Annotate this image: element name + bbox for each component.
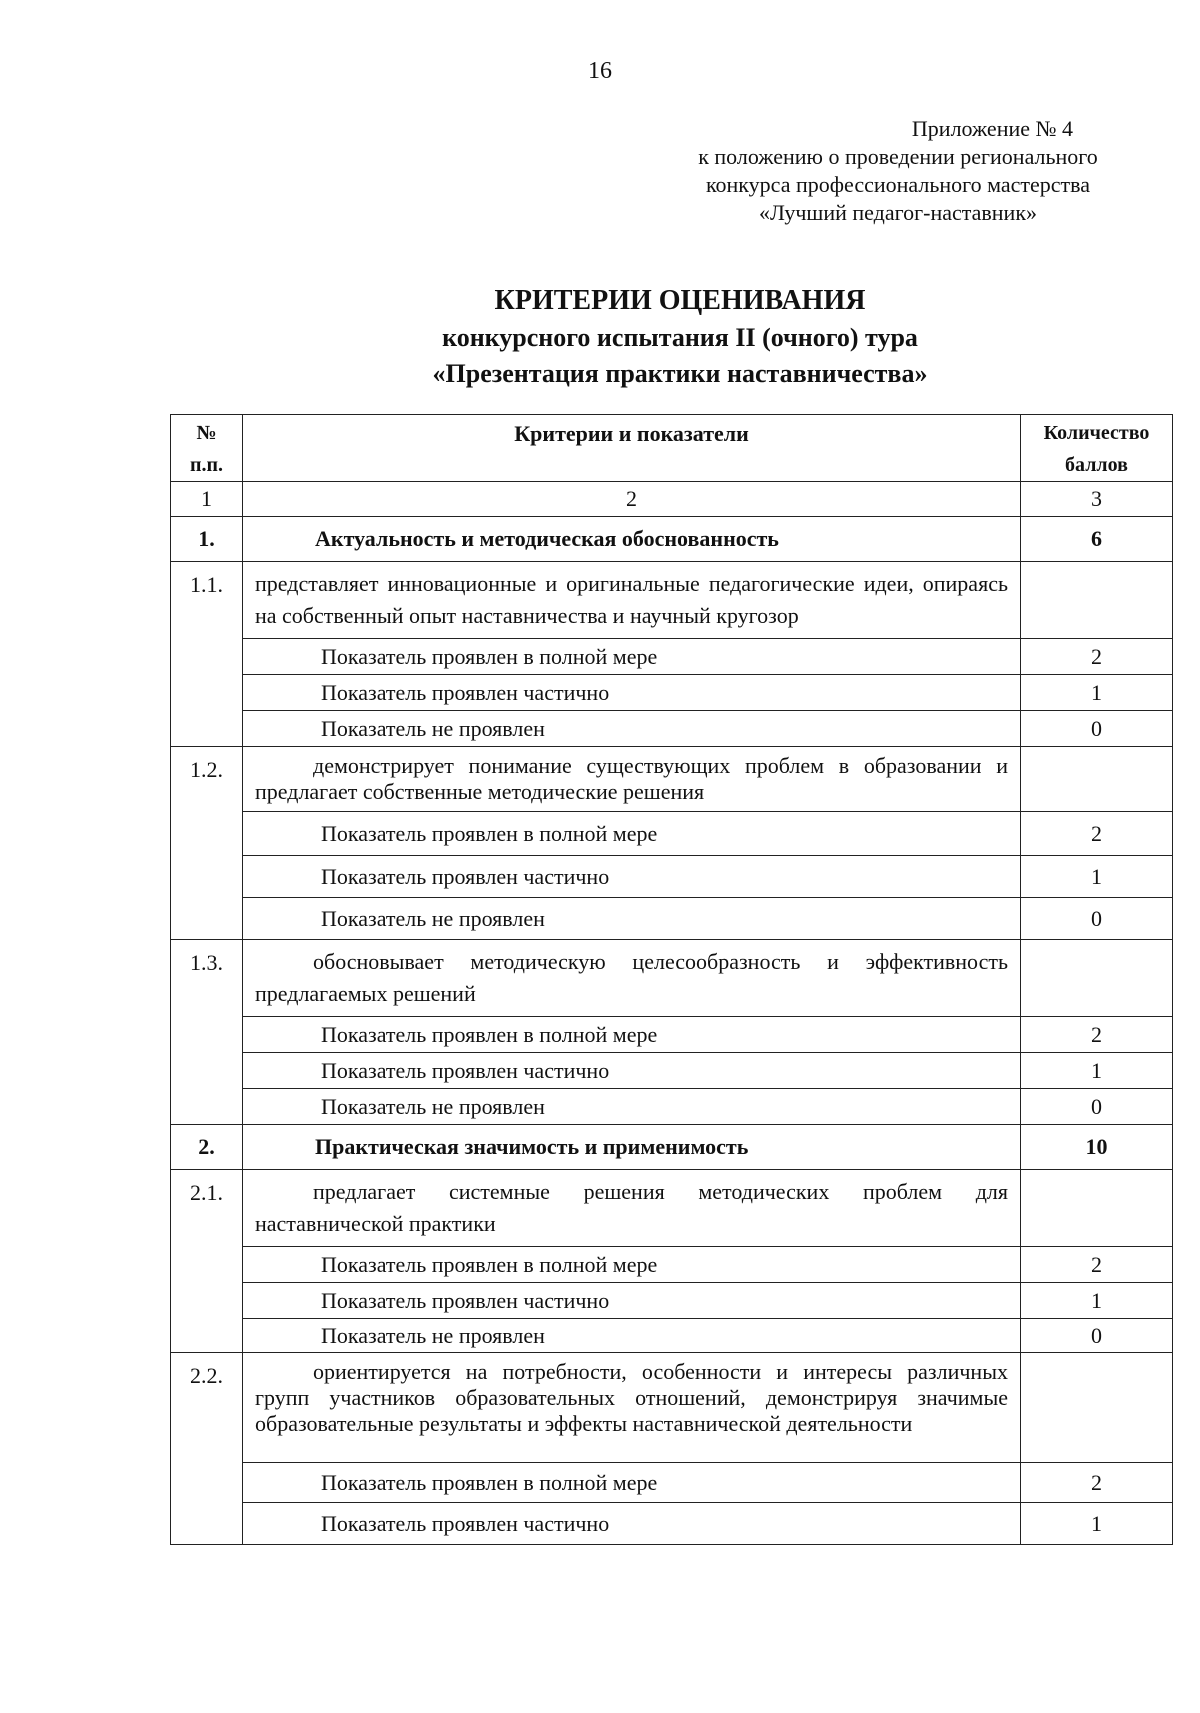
- criterion-description: обосновывает методическую целесообразность и эффективность предлагаемых решений: [243, 940, 1021, 1017]
- indicator-label: Показатель проявлен в полной мере: [243, 812, 1021, 856]
- indicator-label: Показатель не проявлен: [243, 1089, 1021, 1125]
- section-title: Актуальность и методическая обоснованность: [243, 517, 1021, 562]
- criterion-points-empty: [1021, 1170, 1173, 1247]
- score-row: [171, 675, 1173, 711]
- indicator-label: Показатель проявлен частично: [243, 675, 1021, 711]
- score-row: [171, 1017, 1173, 1053]
- criterion-points-empty: [1021, 940, 1173, 1017]
- score-row: [171, 1319, 1173, 1353]
- indicator-points: 1: [1021, 856, 1173, 898]
- criteria-table: [170, 414, 1173, 1545]
- section-number: 1.: [171, 517, 243, 562]
- score-row: [171, 812, 1173, 856]
- indicator-points: 0: [1021, 1319, 1173, 1353]
- header-number-line: №: [196, 422, 217, 444]
- criteria-table-body: [171, 415, 1173, 1545]
- appendix-line: к положению о проведении регионального: [698, 144, 1098, 169]
- score-row: [171, 1247, 1173, 1283]
- indicator-label: Показатель проявлен частично: [243, 856, 1021, 898]
- header-number-line: п.п.: [189, 454, 224, 476]
- score-row: [171, 1053, 1173, 1089]
- indicator-points: 2: [1021, 1247, 1173, 1283]
- header-number: [171, 415, 243, 482]
- title-sub: конкурсного испытания II (очного) тура: [442, 323, 918, 352]
- indicator-label: Показатель не проявлен: [243, 711, 1021, 747]
- appendix-line: «Лучший педагог-наставник»: [758, 200, 1038, 225]
- table-header-row: [171, 415, 1173, 482]
- criterion-description: ориентируется на потребности, особенности и интересы различных групп участников образовательных отношений, демонстрируя значимые образовательные результаты и эффекты наставнической деятельности: [243, 1353, 1021, 1463]
- appendix-line: конкурса профессионального мастерства: [705, 172, 1091, 197]
- indicator-label: Показатель не проявлен: [243, 1319, 1021, 1353]
- section-row: [171, 1125, 1173, 1170]
- document-title: [170, 282, 1190, 392]
- score-row: [171, 639, 1173, 675]
- criterion-points-empty: [1021, 562, 1173, 639]
- indicator-label: Показатель проявлен в полной мере: [243, 1017, 1021, 1053]
- header-criteria: Критерии и показатели: [243, 415, 1021, 482]
- criterion-number: 1.1.: [171, 562, 243, 747]
- appendix-note: [663, 115, 1133, 227]
- score-row: [171, 856, 1173, 898]
- column-number: 2: [243, 482, 1021, 517]
- criterion-points-empty: [1021, 1353, 1173, 1463]
- indicator-label: Показатель проявлен в полной мере: [243, 1463, 1021, 1503]
- criterion-row: [171, 562, 1173, 639]
- score-row: [171, 1503, 1173, 1545]
- criterion-description: предлагает системные решения методических проблем для наставнической практики: [243, 1170, 1021, 1247]
- section-row: [171, 517, 1173, 562]
- header-points-line: Количество: [1043, 422, 1150, 444]
- section-number: 2.: [171, 1125, 243, 1170]
- indicator-points: 2: [1021, 812, 1173, 856]
- indicator-label: Показатель проявлен частично: [243, 1503, 1021, 1545]
- indicator-points: 0: [1021, 711, 1173, 747]
- criterion-row: [171, 1170, 1173, 1247]
- indicator-points: 1: [1021, 1053, 1173, 1089]
- criterion-description: представляет инновационные и оригинальные педагогические идеи, опираясь на собственный опыт наставничества и научный кругозор: [243, 562, 1021, 639]
- section-title: Практическая значимость и применимость: [243, 1125, 1021, 1170]
- section-points: 10: [1021, 1125, 1173, 1170]
- indicator-points: 2: [1021, 1017, 1173, 1053]
- header-points-line: баллов: [1065, 454, 1128, 476]
- column-number: 1: [171, 482, 243, 517]
- column-number: 3: [1021, 482, 1173, 517]
- section-points: 6: [1021, 517, 1173, 562]
- score-row: [171, 1463, 1173, 1503]
- criterion-number: 1.2.: [171, 747, 243, 940]
- header-points: [1021, 415, 1173, 482]
- indicator-points: 1: [1021, 1283, 1173, 1319]
- criterion-row: [171, 1353, 1173, 1463]
- criterion-description: демонстрирует понимание существующих проблем в образовании и предлагает собственные методические решения: [243, 747, 1021, 812]
- score-row: [171, 898, 1173, 940]
- appendix-number: Приложение № 4: [911, 116, 1073, 141]
- indicator-points: 1: [1021, 675, 1173, 711]
- indicator-label: Показатель не проявлен: [243, 898, 1021, 940]
- score-row: [171, 1089, 1173, 1125]
- criterion-row: [171, 747, 1173, 812]
- criterion-row: [171, 940, 1173, 1017]
- indicator-points: 2: [1021, 1463, 1173, 1503]
- indicator-points: 1: [1021, 1503, 1173, 1545]
- indicator-label: Показатель проявлен частично: [243, 1053, 1021, 1089]
- indicator-points: 2: [1021, 639, 1173, 675]
- indicator-points: 0: [1021, 1089, 1173, 1125]
- criteria-table-wrap: [170, 414, 1173, 1545]
- indicator-points: 0: [1021, 898, 1173, 940]
- indicator-label: Показатель проявлен в полной мере: [243, 639, 1021, 675]
- criterion-number: 1.3.: [171, 940, 243, 1125]
- title-main: КРИТЕРИИ ОЦЕНИВАНИЯ: [494, 285, 866, 316]
- criterion-number: 2.2.: [171, 1353, 243, 1545]
- score-row: [171, 711, 1173, 747]
- indicator-label: Показатель проявлен в полной мере: [243, 1247, 1021, 1283]
- score-row: [171, 1283, 1173, 1319]
- criterion-number: 2.1.: [171, 1170, 243, 1353]
- indicator-label: Показатель проявлен частично: [243, 1283, 1021, 1319]
- page-number: 16: [588, 58, 612, 84]
- criterion-points-empty: [1021, 747, 1173, 812]
- column-number-row: [171, 482, 1173, 517]
- title-sub: «Презентация практики наставничества»: [432, 359, 928, 388]
